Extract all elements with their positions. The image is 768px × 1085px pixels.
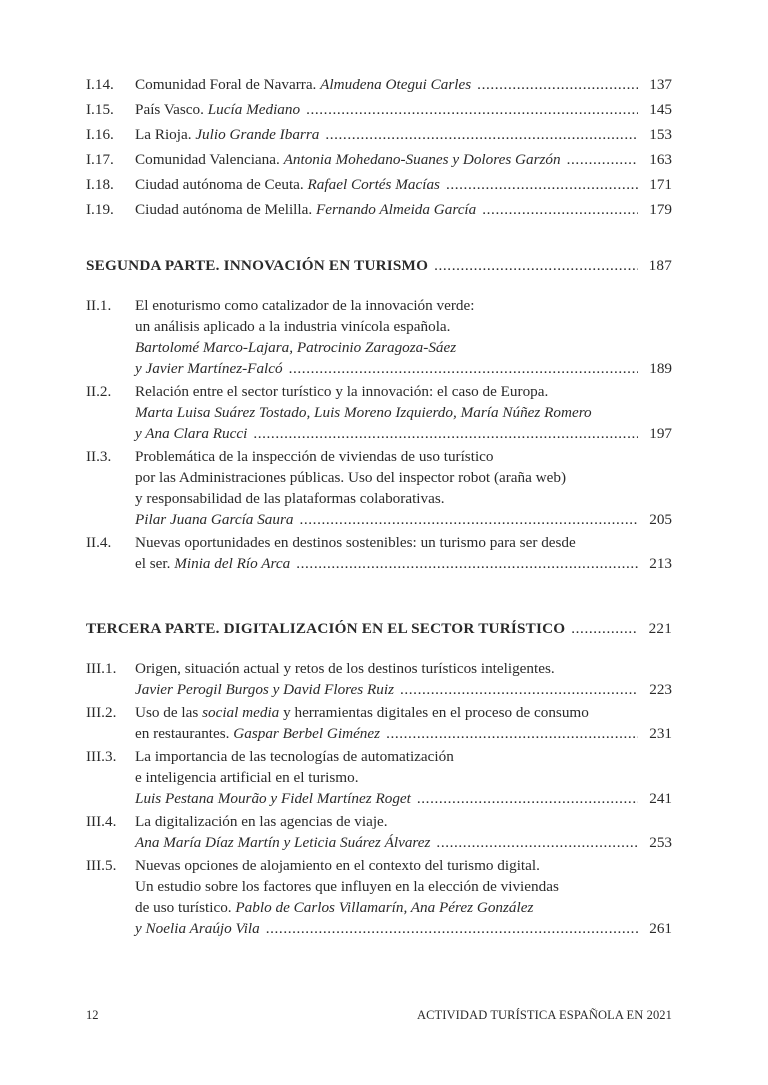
entry-page: 241 xyxy=(649,790,672,807)
entry-author: Ana María Díaz Martín y Leticia Suárez Álvarez xyxy=(135,834,431,851)
entry-page: 205 xyxy=(649,511,672,528)
page-number: 12 xyxy=(86,1008,99,1022)
entry-author: Gaspar Berbel Giménez xyxy=(233,725,381,742)
entry-author: Minia del Río Arca xyxy=(174,555,291,572)
entry-author: Julio Grande Ibarra xyxy=(195,126,320,143)
entry-author: Rafael Cortés Macías xyxy=(307,176,440,193)
entry-title: La Rioja. xyxy=(135,126,192,143)
part-heading-tercera xyxy=(86,618,672,639)
entry-title: País Vasco. xyxy=(135,101,204,118)
entry-title: Comunidad Foral de Navarra. xyxy=(135,76,317,93)
running-title: ACTIVIDAD TURÍSTICA ESPAÑOLA EN 2021 xyxy=(416,1008,672,1022)
toc-entry xyxy=(86,99,672,120)
entry-number: III.4. xyxy=(86,813,117,830)
entry-number: III.1. xyxy=(86,660,117,677)
entry-page: 213 xyxy=(649,555,672,572)
dot-leader xyxy=(436,832,638,853)
toc-entry xyxy=(86,74,672,95)
entry-number: II.3. xyxy=(86,448,112,465)
entry-page: 189 xyxy=(649,360,672,377)
toc-entry xyxy=(86,199,672,220)
dot-leader xyxy=(417,788,638,809)
entry-author: Pablo de Carlos Villamarín, Ana Pérez González xyxy=(235,899,534,916)
entry-title-line: Un estudio sobre los factores que influyen en la elección de viviendas xyxy=(135,878,559,895)
entry-number: II.4. xyxy=(86,534,112,551)
toc-entry xyxy=(86,295,672,379)
dot-leader xyxy=(289,358,638,379)
dot-leader xyxy=(253,423,638,444)
entry-number: I.15. xyxy=(86,101,114,118)
entry-author: y Noelia Araújo Vila xyxy=(135,920,260,937)
entry-number: III.5. xyxy=(86,857,117,874)
entry-title-line: Relación entre el sector turístico y la innovación: el caso de Europa. xyxy=(135,383,549,400)
page-footer xyxy=(86,1005,672,1026)
entry-page: 231 xyxy=(649,725,672,742)
entry-title-line: el ser. xyxy=(135,555,171,572)
toc-entry xyxy=(86,658,672,700)
entry-page: 163 xyxy=(649,151,672,168)
entry-title-line: e inteligencia artificial en el turismo. xyxy=(135,769,359,786)
part2-list xyxy=(86,295,672,574)
section-i-list xyxy=(86,74,672,220)
entry-title-line: en restaurantes. xyxy=(135,725,230,742)
entry-author: Bartolomé Marco-Lajara, Patrocinio Zaragoza-Sáez xyxy=(135,339,457,356)
entry-author: Javier Perogil Burgos y David Flores Ruiz xyxy=(135,681,394,698)
entry-page: 179 xyxy=(649,201,672,218)
toc-entry xyxy=(86,149,672,170)
entry-title: Ciudad autónoma de Melilla. xyxy=(135,201,313,218)
toc-entry xyxy=(86,124,672,145)
part-title: TERCERA PARTE. DIGITALIZACIÓN EN EL SECTOR TURÍSTICO xyxy=(86,620,566,637)
entry-author: Pilar Juana García Saura xyxy=(135,511,294,528)
dot-leader xyxy=(306,99,638,120)
entry-number: I.17. xyxy=(86,151,114,168)
entry-title-line: La importancia de las tecnologías de automatización xyxy=(135,748,454,765)
entry-author: y Javier Martínez-Falcó xyxy=(135,360,283,377)
entry-page: 145 xyxy=(649,101,672,118)
entry-number: I.19. xyxy=(86,201,114,218)
toc-entry xyxy=(86,446,672,530)
entry-number: I.18. xyxy=(86,176,114,193)
dot-leader xyxy=(434,255,638,276)
entry-title-line: un análisis aplicado a la industria vinícola española. xyxy=(135,318,451,335)
part-page: 221 xyxy=(648,620,672,637)
entry-title-line: El enoturismo como catalizador de la innovación verde: xyxy=(135,297,475,314)
entry-page: 253 xyxy=(649,834,672,851)
entry-number: III.2. xyxy=(86,704,117,721)
entry-title: Ciudad autónoma de Ceuta. xyxy=(135,176,304,193)
toc-entry xyxy=(86,174,672,195)
dot-leader xyxy=(446,174,638,195)
entry-page: 261 xyxy=(649,920,672,937)
entry-author: Marta Luisa Suárez Tostado, Luis Moreno Izquierdo, María Núñez Romero xyxy=(135,404,592,421)
entry-number: II.1. xyxy=(86,297,112,314)
entry-title-line: La digitalización en las agencias de viaje. xyxy=(135,813,388,830)
dot-leader xyxy=(567,149,638,170)
dot-leader xyxy=(266,918,638,939)
entry-page: 153 xyxy=(649,126,672,143)
dot-leader xyxy=(477,74,638,95)
entry-author: y Ana Clara Rucci xyxy=(135,425,248,442)
entry-title-italic: social media xyxy=(202,704,280,721)
entry-page: 223 xyxy=(649,681,672,698)
entry-title: Comunidad Valenciana. xyxy=(135,151,280,168)
toc-entry xyxy=(86,381,672,444)
toc-entry xyxy=(86,532,672,574)
part3-list xyxy=(86,658,672,939)
entry-number: I.16. xyxy=(86,126,114,143)
dot-leader xyxy=(571,618,638,639)
entry-page: 197 xyxy=(649,425,672,442)
part-title: SEGUNDA PARTE. INNOVACIÓN EN TURISMO xyxy=(86,257,429,274)
toc-entry xyxy=(86,746,672,809)
entry-page: 171 xyxy=(649,176,672,193)
entry-author: Almudena Otegui Carles xyxy=(320,76,472,93)
table-of-contents xyxy=(86,74,672,939)
entry-title-line: Origen, situación actual y retos de los destinos turísticos inteligentes. xyxy=(135,660,555,677)
dot-leader xyxy=(325,124,638,145)
entry-title-line: Uso de las xyxy=(135,704,203,721)
entry-title-line: y herramientas digitales en el proceso de consumo xyxy=(279,704,589,721)
entry-author: Luis Pestana Mourão y Fidel Martínez Roget xyxy=(135,790,411,807)
entry-title-line: por las Administraciones públicas. Uso del inspector robot (araña web) xyxy=(135,469,567,486)
part-page: 187 xyxy=(648,257,672,274)
entry-title-line: de uso turístico. xyxy=(135,899,232,916)
entry-author: Fernando Almeida García xyxy=(315,201,477,218)
entry-number: I.14. xyxy=(86,76,114,93)
dot-leader xyxy=(386,723,638,744)
toc-entry xyxy=(86,811,672,853)
dot-leader xyxy=(400,679,638,700)
toc-entry xyxy=(86,702,672,744)
dot-leader xyxy=(482,199,638,220)
dot-leader xyxy=(299,509,638,530)
entry-author: Lucía Mediano xyxy=(207,101,301,118)
entry-number: II.2. xyxy=(86,383,112,400)
part-heading-segunda xyxy=(86,255,672,276)
dot-leader xyxy=(296,553,638,574)
entry-number: III.3. xyxy=(86,748,117,765)
entry-title-line: Problemática de la inspección de viviendas de uso turístico xyxy=(135,448,494,465)
entry-title-line: y responsabilidad de las plataformas colaborativas. xyxy=(135,490,445,507)
entry-title-line: Nuevas opciones de alojamiento en el contexto del turismo digital. xyxy=(135,857,540,874)
entry-page: 137 xyxy=(649,76,672,93)
toc-entry xyxy=(86,855,672,939)
entry-title-line: Nuevas oportunidades en destinos sostenibles: un turismo para ser desde xyxy=(135,534,576,551)
entry-author: Antonia Mohedano-Suanes y Dolores Garzón xyxy=(283,151,561,168)
